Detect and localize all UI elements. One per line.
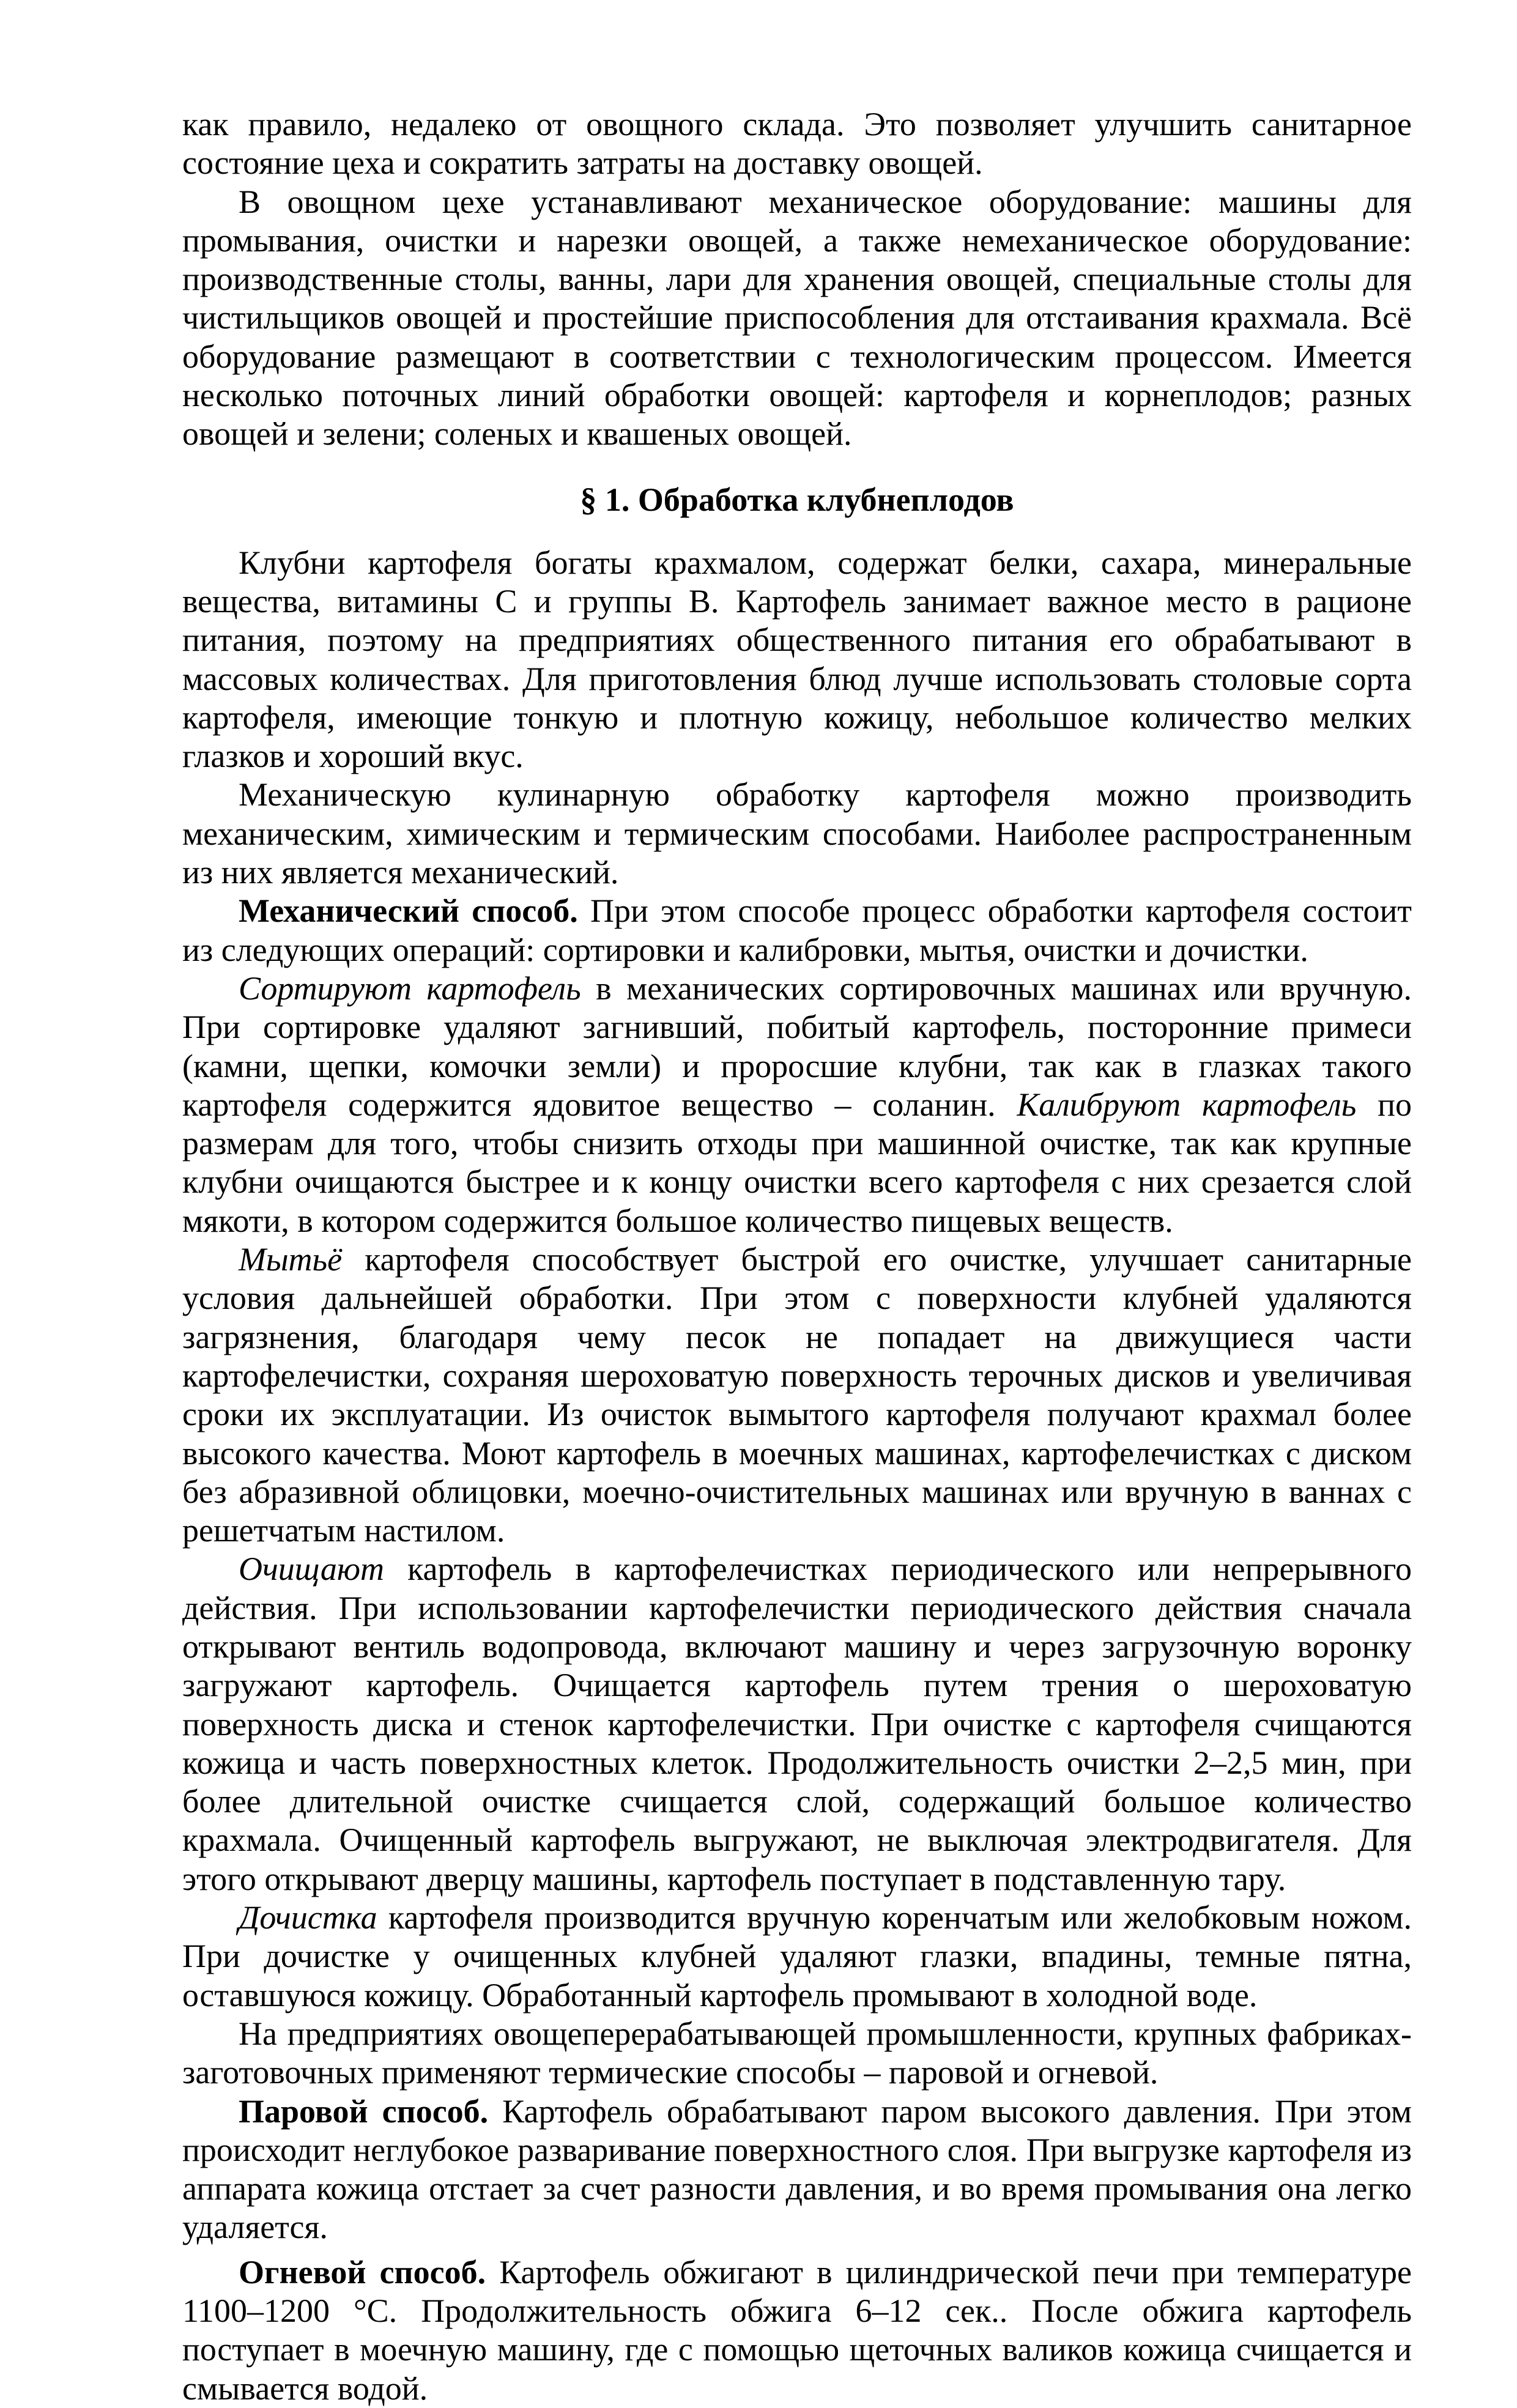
paragraph-sorting [182, 969, 1412, 1240]
paragraph-fire-method [182, 2253, 1412, 2408]
paragraph-washing [182, 1240, 1412, 1550]
term-final-peeling: Дочистка [239, 1899, 377, 1936]
text-peeling: картофель в картофелечистках периодического или непрерывного действия. При использовании картофелечистки периодического действия сначала открывают вентиль водопровода, включают машину и через загрузочную воронку загружают картофель. Очищается картофель путем трения о шероховатую поверхность диска и стенок картофелечистки. При очистке с картофеля счищаются кожица и часть поверхностных клеток. Продолжительность очистки 2–2,5 мин, при более длительной очистке счищается слой, содержащий большое количество крахмала. Очищенный картофель выгружают, не выключая электродвигателя. Для этого открывают дверцу машины, картофель поступает в подставленную тару. [182, 1550, 1412, 1897]
paragraph-processing-methods: Механическую кулинарную обработку картофеля можно производить механическим, химическим и термическим способами. Наиболее распространенным из них является механический. [182, 776, 1412, 891]
text-steam-method: Картофель обрабатывают паром высокого давления. При этом происходит неглубокое разваривание поверхностного слоя. При выгрузке картофеля из аппарата кожица отстает за счет разности давления, и во время промывания она легко удаляется. [182, 2092, 1412, 2246]
term-steam-method: Паровой способ. [239, 2092, 489, 2130]
paragraph-thermal-methods: На предприятиях овощеперерабатывающей промышленности, крупных фабриках-заготовочных применяют термические способы – паровой и огневой. [182, 2015, 1412, 2091]
paragraph-mechanical-method [182, 892, 1412, 969]
term-sorting: Сортируют картофель [239, 969, 581, 1007]
paragraph-steam-method [182, 2092, 1412, 2247]
paragraph-potato-tubers: Клубни картофеля богаты крахмалом, содержат белки, сахара, минеральные вещества, витамины С и группы В. Картофель занимает важное место в рационе питания, поэтому на предприятиях общественного питания его обрабатывают в массовых количествах. Для приготовления блюд лучше использовать столовые сорта картофеля, имеющие тонкую и плотную кожицу, небольшое количество мелких глазков и хороший вкус. [182, 544, 1412, 775]
paragraph-equipment: В овощном цехе устанавливают механическое оборудование: машины для промывания, очистки и нарезки овощей, а также немеханическое оборудование: производственные столы, ванны, лари для хранения овощей, специальные столы для чистильщиков овощей и простейшие приспособления для отстаивания крахмала. Всё оборудование размещают в соответствии с технологическим процессом. Имеется несколько поточных линий обработки овощей: картофеля и корнеплодов; разных овощей и зелени; соленых и квашеных овощей. [182, 183, 1412, 453]
section-heading: § 1. Обработка клубнеплодов [580, 481, 1014, 518]
text-washing: картофеля способствует быстрой его очистке, улучшает санитарные условия дальнейшей обработки. При этом с поверхности клубней удаляются загрязнения, благодаря чему песок не попадает на движущиеся части картофелечистки, сохраняя шероховатую поверхность терочных дисков и увеличивая сроки их эксплуатации. Из очисток вымытого картофеля получают крахмал более высокого качества. Моют картофель в моечных машинах, картофелечистках с диском без абразивной облицовки, моечно-очистительных машинах или вручную в ваннах с решетчатым настилом. [182, 1241, 1412, 1549]
paragraph-peeling [182, 1550, 1412, 1899]
term-washing: Мытьё [239, 1241, 343, 1278]
term-mechanical-method: Механический способ. [239, 892, 578, 930]
text-sorting: в механических сортировочных машинах или вручную. При сортировке удаляют загнивший, побитый картофель, посторонние примеси (камни, щепки, комочки земли) и проросшие клубни, так как в глазках такого картофеля содержится ядовитое вещество – соланин. [182, 969, 1412, 1123]
term-peeling: Очищают [239, 1550, 384, 1588]
term-fire-method: Огневой способ. [239, 2253, 486, 2291]
text-fire-method: Картофель обжигают в цилиндрической печи при температуре 1100–1200 °С. Продолжительность обжига 6–12 сек.. После обжига картофель поступает в моечную машину, где с помощью щеточных валиков кожица счищается и смывается водой. [182, 2253, 1412, 2407]
paragraph-final-peeling [182, 1899, 1412, 2015]
text-calibration: по размерам для того, чтобы снизить отходы при машинной очистке, так как крупные клубни очищаются быстрее и к концу очистки всего картофеля с них срезается слой мякоти, в котором содержится большое количество пищевых веществ. [182, 1086, 1412, 1239]
text-final-peeling: картофеля производится вручную коренчатым или желобковым ножом. При дочистке у очищенных клубней удаляют глазки, впадины, темные пятна, оставшуюся кожицу. Обработанный картофель промывают в холодной воде. [182, 1899, 1412, 2013]
paragraph-intro-continuation: как правило, недалеко от овощного склада. Это позволяет улучшить санитарное состояние цеха и сократить затраты на доставку овощей. [182, 106, 1412, 182]
term-calibration: Калибруют картофель [1017, 1086, 1357, 1123]
text-mechanical-method: При этом способе процесс обработки картофеля состоит из следующих операций: сортировки и калибровки, мытья, очистки и дочистки. [182, 892, 1412, 968]
